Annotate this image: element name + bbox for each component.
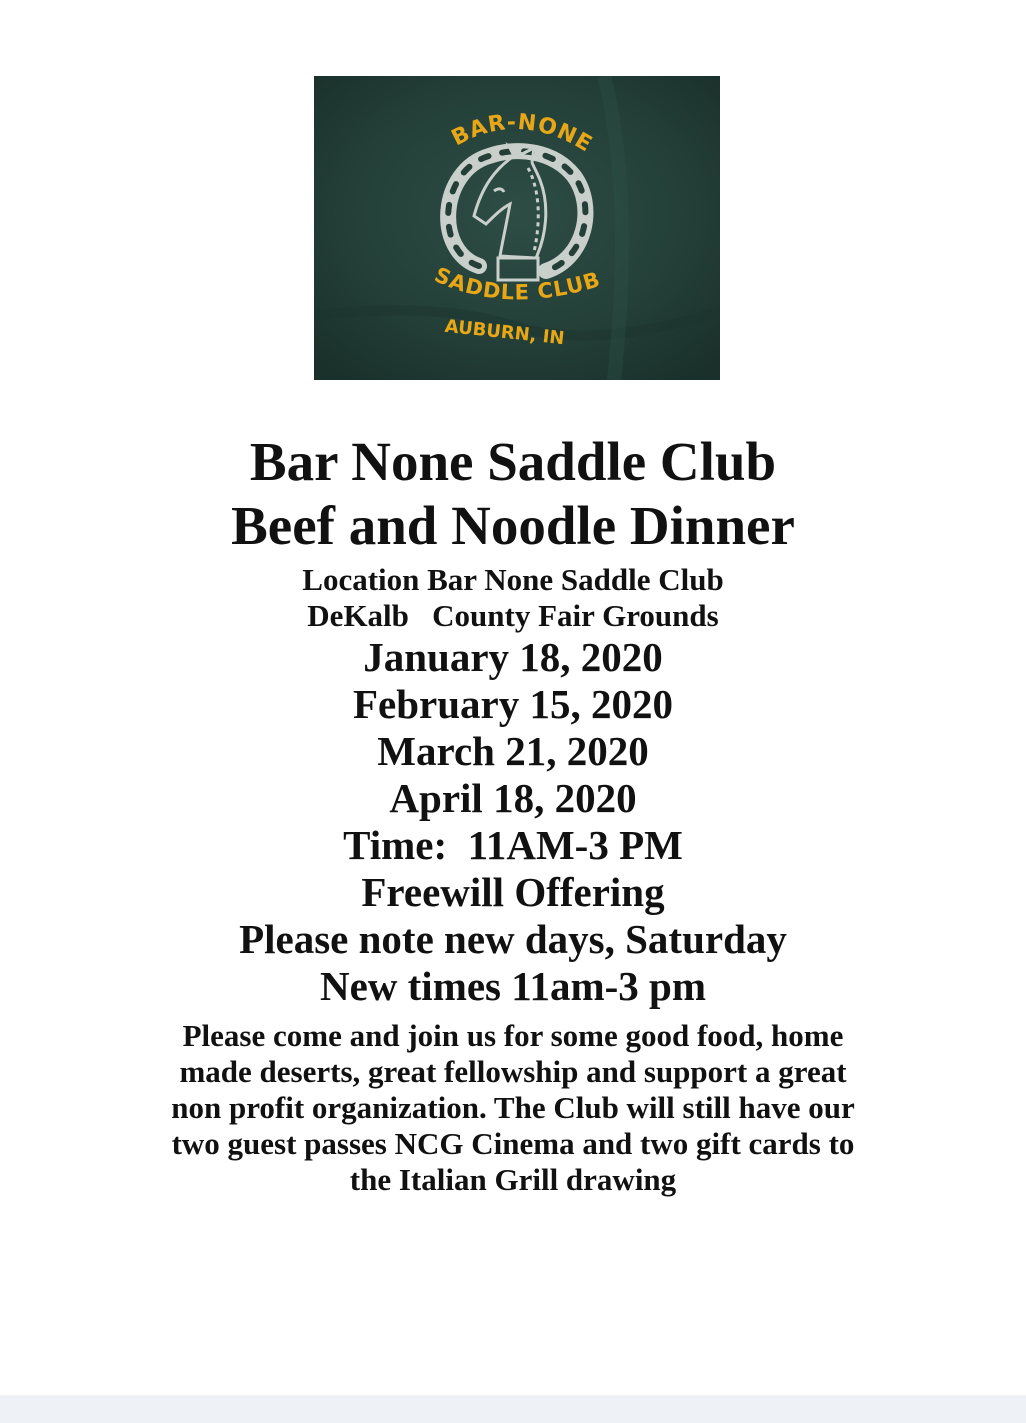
embroidered-logo-image bbox=[314, 76, 720, 380]
body-line-2: made deserts, great fellowship and support a great bbox=[179, 1054, 847, 1089]
flyer-title bbox=[0, 430, 1026, 558]
date-4: April 18, 2020 bbox=[389, 775, 637, 821]
location-line-2: DeKalb County Fair Grounds bbox=[307, 598, 719, 633]
logo-location-text: AUBURN, IN bbox=[443, 315, 566, 350]
event-time: Time: 11AM-3 PM bbox=[343, 822, 683, 868]
new-days-note: Please note new days, Saturday bbox=[239, 916, 787, 962]
bottom-viewer-bar bbox=[0, 1395, 1026, 1423]
location-line-1: Location Bar None Saddle Club bbox=[302, 562, 724, 597]
date-3: March 21, 2020 bbox=[377, 728, 649, 774]
new-times-note: New times 11am-3 pm bbox=[319, 963, 707, 1009]
body-line-1: Please come and join us for some good food, home bbox=[182, 1018, 844, 1053]
date-2: February 15, 2020 bbox=[353, 681, 673, 727]
date-1: January 18, 2020 bbox=[363, 634, 663, 680]
logo-bottom-text: SADDLE CLUB bbox=[431, 262, 604, 305]
event-schedule bbox=[0, 634, 1026, 1010]
event-location bbox=[0, 562, 1026, 634]
body-line-3: non profit organization. The Club will still have our bbox=[171, 1090, 855, 1125]
club-logo-photo bbox=[314, 76, 720, 380]
offering-note: Freewill Offering bbox=[361, 869, 665, 915]
logo-top-text: BAR-NONE bbox=[447, 109, 597, 158]
title-line-2: Beef and Noodle Dinner bbox=[231, 495, 795, 556]
body-line-5: the Italian Grill drawing bbox=[349, 1162, 677, 1197]
body-line-4: two guest passes NCG Cinema and two gift cards to bbox=[171, 1126, 855, 1161]
invitation-paragraph bbox=[0, 1018, 1026, 1198]
title-line-1: Bar None Saddle Club bbox=[249, 431, 777, 492]
